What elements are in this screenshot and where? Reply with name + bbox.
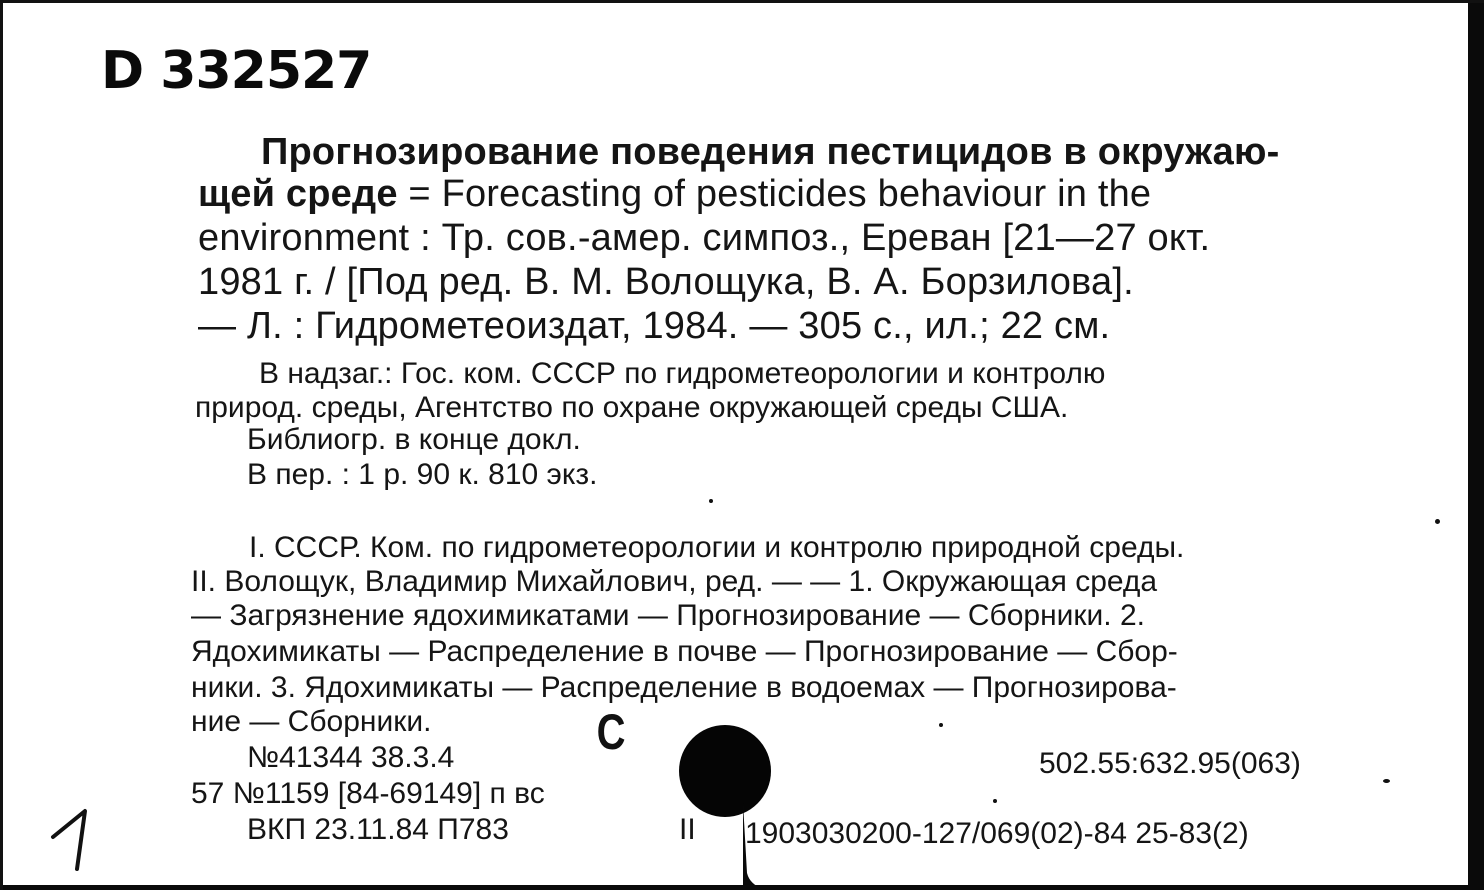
title-bold: Прогнозирование поведения пестицидов в окружаю- — [261, 131, 1280, 173]
title-rest: = Forecasting of pesticides behaviour in the — [397, 173, 1152, 215]
tracing-line-3: — Загрязнение ядохимикатами — Прогнозирование — Сборники. 2. — [191, 599, 1145, 632]
note-line-2: природ. среды, Агентство по охране окружающей среды США. — [195, 391, 1069, 424]
speck — [993, 799, 997, 803]
title-line-2 — [198, 173, 1151, 216]
order-number: 57 №1159 [84-69149] п вс — [191, 777, 545, 810]
title-line-1 — [261, 131, 1280, 174]
vkp-line: ВКП 23.11.84 П783 — [247, 813, 509, 846]
tracing-line-6: ние — Сборники. — [191, 705, 432, 738]
tracing-line-4: Ядохимикаты — Распределение в почве — Прогнозирование — Сбор- — [191, 635, 1178, 668]
title-rest: environment : Тр. сов.-амер. симпоз., Ереван [21—27 окт. — [198, 217, 1211, 259]
title-rest: 1981 г. / [Под ред. В. М. Волощука, В. А. Борзилова]. — [198, 261, 1134, 303]
tracing-line-2: II. Волощук, Владимир Михайлович, ред. — — 1. Окружающая среда — [191, 565, 1158, 598]
title-bold: щей среде — [198, 173, 398, 215]
punch-tail-mark — [741, 803, 775, 890]
title-line-3 — [198, 217, 1210, 260]
classification-code: 1903030200-127/069(02)-84 25-83(2) — [745, 817, 1249, 850]
stamp-letter: С — [596, 704, 626, 760]
speck — [709, 499, 713, 503]
title-rest: — Л. : Гидрометеоиздат, 1984. — 305 с., ил.; 22 см. — [198, 305, 1111, 347]
tracing-line-5: ники. 3. Ядохимикаты — Распределение в водоемах — Прогнозирова- — [191, 671, 1177, 704]
call-number: D 332527 — [101, 41, 372, 101]
title-line-4 — [198, 261, 1134, 304]
tracing-line-1: I. СССР. Ком. по гидрометеорологии и контролю природной среды. — [249, 531, 1185, 564]
roman-numeral: II — [679, 813, 696, 846]
speck — [1383, 779, 1390, 783]
handwritten-mark-icon — [47, 803, 107, 873]
note-line-4: В пер. : 1 р. 90 к. 810 экз. — [247, 458, 598, 491]
registration-number: №41344 38.3.4 — [247, 741, 455, 774]
udc-code: 502.55:632.95(063) — [1039, 747, 1301, 780]
card-right-edge — [1468, 3, 1484, 890]
speck — [1435, 519, 1440, 524]
title-line-5 — [198, 305, 1110, 348]
note-line-3: Библиогр. в конце докл. — [247, 423, 581, 456]
note-line-1: В надзаг.: Гос. ком. СССР по гидрометеорологии и контролю — [259, 357, 1106, 390]
speck — [939, 723, 943, 727]
